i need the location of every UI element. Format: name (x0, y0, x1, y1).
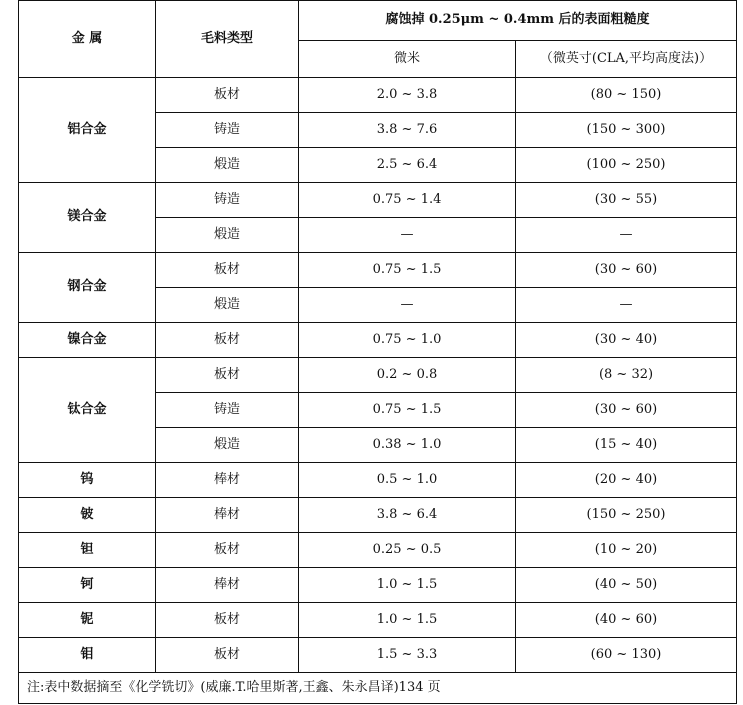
stock-type-cell: 铸造 (156, 183, 299, 218)
header-microinch: （微英寸(CLA,平均高度法)） (516, 41, 737, 78)
stock-type-cell: 煅造 (156, 428, 299, 463)
header-metal: 金 属 (19, 1, 156, 78)
microinch-cell: — (516, 218, 737, 253)
metal-cell: 钢合金 (19, 253, 156, 323)
table-note: 注:表中数据摘至《化学铣切》(威廉.T.哈里斯著,王鑫、朱永昌译)134 页 (19, 673, 737, 704)
stock-type-cell: 煅造 (156, 288, 299, 323)
micron-cell: 0.75 ~ 1.0 (299, 323, 516, 358)
metal-cell: 钨 (19, 463, 156, 498)
microinch-cell: (150 ~ 300) (516, 113, 737, 148)
microinch-cell: (30 ~ 55) (516, 183, 737, 218)
microinch-cell: (8 ~ 32) (516, 358, 737, 393)
table-row (19, 183, 737, 218)
micron-cell: 0.75 ~ 1.5 (299, 253, 516, 288)
table-row (19, 568, 737, 603)
metal-cell: 铝合金 (19, 78, 156, 183)
microinch-cell: (40 ~ 60) (516, 603, 737, 638)
microinch-cell: (30 ~ 60) (516, 253, 737, 288)
micron-cell: 0.5 ~ 1.0 (299, 463, 516, 498)
stock-type-cell: 板材 (156, 358, 299, 393)
microinch-cell: (30 ~ 60) (516, 393, 737, 428)
metal-cell: 铍 (19, 498, 156, 533)
micron-cell: 0.2 ~ 0.8 (299, 358, 516, 393)
table-row (19, 358, 737, 393)
table-row (19, 603, 737, 638)
micron-cell: 0.75 ~ 1.5 (299, 393, 516, 428)
stock-type-cell: 棒材 (156, 463, 299, 498)
table-body (19, 78, 737, 673)
metal-cell: 镍合金 (19, 323, 156, 358)
microinch-cell: (15 ~ 40) (516, 428, 737, 463)
microinch-cell: — (516, 288, 737, 323)
micron-cell: 1.0 ~ 1.5 (299, 603, 516, 638)
micron-cell: — (299, 218, 516, 253)
micron-cell: 0.75 ~ 1.4 (299, 183, 516, 218)
micron-cell: 3.8 ~ 7.6 (299, 113, 516, 148)
microinch-cell: (100 ~ 250) (516, 148, 737, 183)
micron-cell: — (299, 288, 516, 323)
roughness-table (18, 0, 737, 704)
micron-cell: 2.0 ~ 3.8 (299, 78, 516, 113)
metal-cell: 钛合金 (19, 358, 156, 463)
header-micron: 微米 (299, 41, 516, 78)
metal-cell: 钽 (19, 533, 156, 568)
table-container (18, 0, 736, 704)
header-stock-type: 毛料类型 (156, 1, 299, 78)
stock-type-cell: 铸造 (156, 393, 299, 428)
table-row (19, 638, 737, 673)
table-row (19, 463, 737, 498)
micron-cell: 0.38 ~ 1.0 (299, 428, 516, 463)
metal-cell: 钶 (19, 568, 156, 603)
microinch-cell: (150 ~ 250) (516, 498, 737, 533)
micron-cell: 1.5 ~ 3.3 (299, 638, 516, 673)
micron-cell: 3.8 ~ 6.4 (299, 498, 516, 533)
table-row (19, 253, 737, 288)
micron-cell: 1.0 ~ 1.5 (299, 568, 516, 603)
microinch-cell: (30 ~ 40) (516, 323, 737, 358)
stock-type-cell: 铸造 (156, 113, 299, 148)
stock-type-cell: 煅造 (156, 218, 299, 253)
stock-type-cell: 板材 (156, 323, 299, 358)
metal-cell: 镁合金 (19, 183, 156, 253)
stock-type-cell: 棒材 (156, 498, 299, 533)
stock-type-cell: 板材 (156, 253, 299, 288)
stock-type-cell: 煅造 (156, 148, 299, 183)
metal-cell: 钼 (19, 638, 156, 673)
header-roughness: 腐蚀掉 0.25μm ~ 0.4mm 后的表面粗糙度 (299, 1, 737, 41)
microinch-cell: (60 ~ 130) (516, 638, 737, 673)
metal-cell: 铌 (19, 603, 156, 638)
stock-type-cell: 板材 (156, 603, 299, 638)
micron-cell: 0.25 ~ 0.5 (299, 533, 516, 568)
table-row (19, 498, 737, 533)
table-row (19, 78, 737, 113)
table-row (19, 533, 737, 568)
stock-type-cell: 棒材 (156, 568, 299, 603)
microinch-cell: (80 ~ 150) (516, 78, 737, 113)
table-row (19, 323, 737, 358)
micron-cell: 2.5 ~ 6.4 (299, 148, 516, 183)
stock-type-cell: 板材 (156, 533, 299, 568)
stock-type-cell: 板材 (156, 78, 299, 113)
stock-type-cell: 板材 (156, 638, 299, 673)
microinch-cell: (10 ~ 20) (516, 533, 737, 568)
microinch-cell: (20 ~ 40) (516, 463, 737, 498)
microinch-cell: (40 ~ 50) (516, 568, 737, 603)
